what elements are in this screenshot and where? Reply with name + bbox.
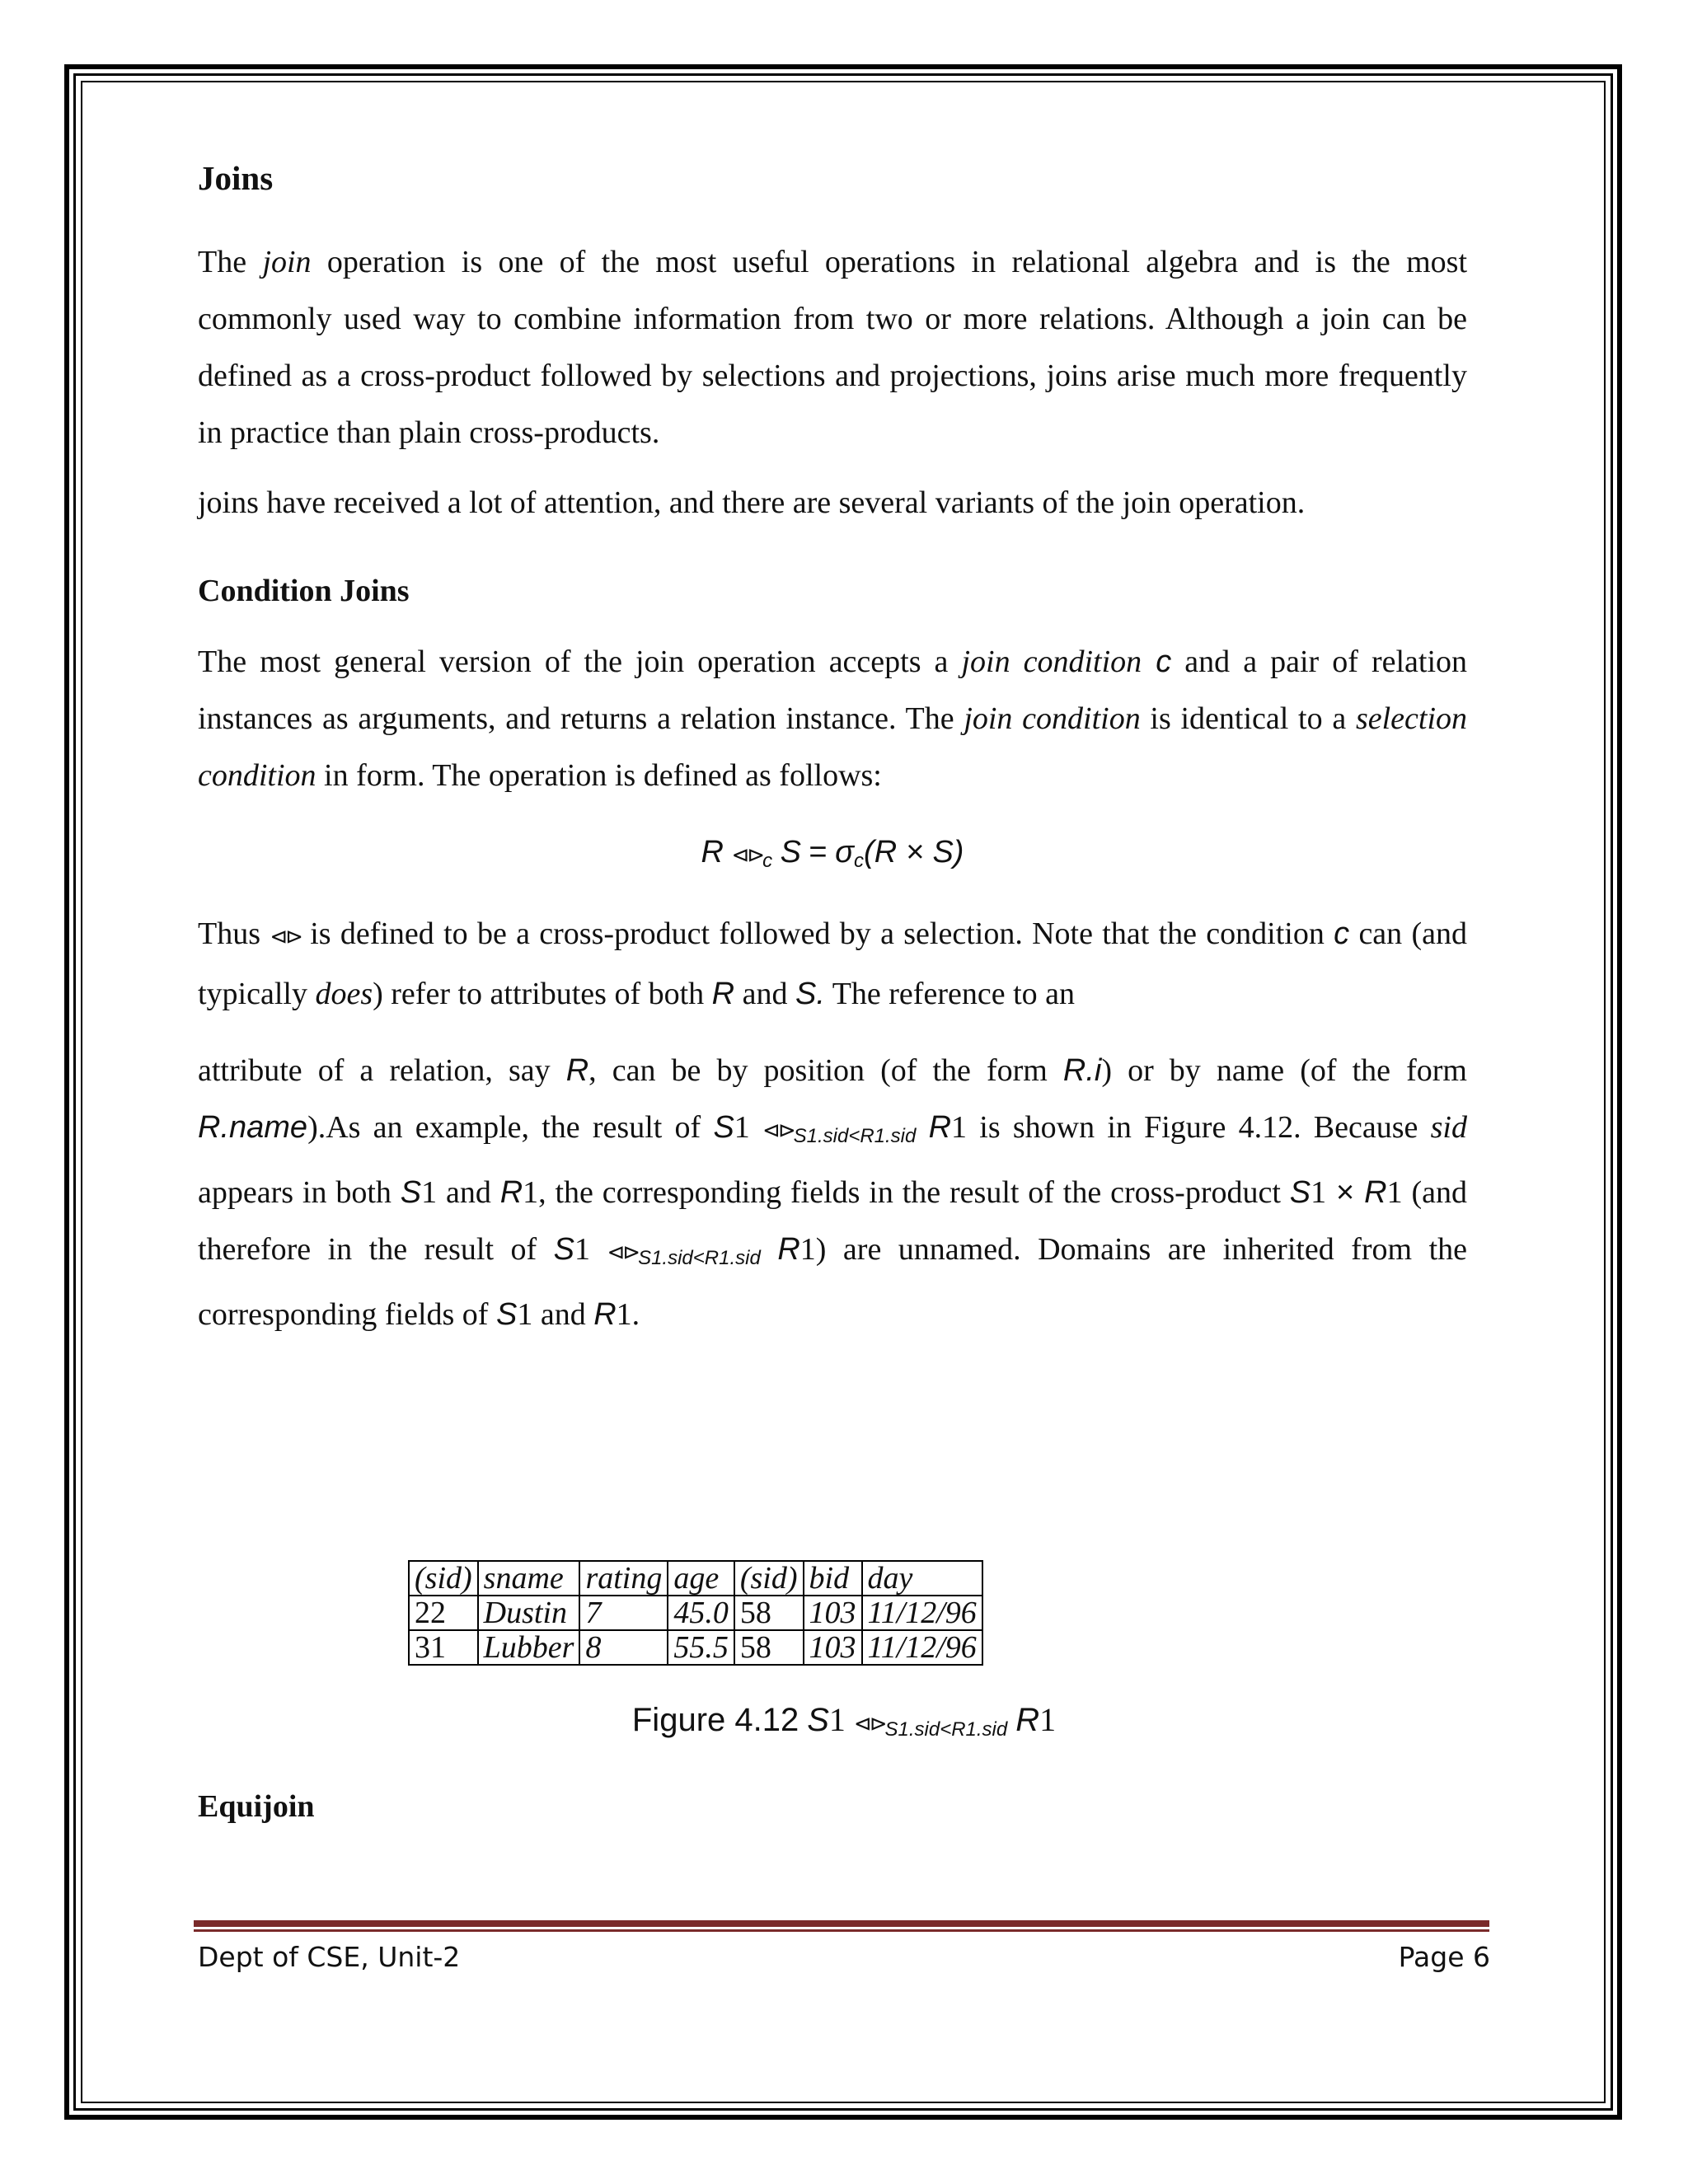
table-cell: 103 xyxy=(804,1630,862,1665)
table-row xyxy=(409,1596,982,1630)
table-cell: 11/12/96 xyxy=(862,1630,982,1665)
footer-rule-thin xyxy=(194,1929,1489,1932)
table-header-cell: sname xyxy=(478,1561,580,1596)
table-cell: 31 xyxy=(409,1630,478,1665)
table-cell: 45.0 xyxy=(668,1596,734,1630)
table-header-row xyxy=(409,1561,982,1596)
figure-4-12-table xyxy=(408,1560,983,1666)
table-cell: 7 xyxy=(579,1596,668,1630)
section-heading-joins: Joins xyxy=(198,159,274,197)
intro-paragraph-2: joins have received a lot of attention, and there are several variants of the join operation. xyxy=(198,485,1306,521)
table-cell: 8 xyxy=(579,1630,668,1665)
table-cell: 58 xyxy=(734,1630,804,1665)
table-header-cell: (sid) xyxy=(734,1561,804,1596)
table-cell: Lubber xyxy=(478,1630,580,1665)
table-cell: 22 xyxy=(409,1596,478,1630)
section-heading-equijoin: Equijoin xyxy=(198,1789,315,1824)
intro-paragraph-1: The join operation is one of the most useful operations in relational algebra and is the most commonly used way to combine information from two or more relations. Although a join can be defined as a cross-product followed by selections and projections, joins arise much more frequently in practice than plain cross-products. xyxy=(198,245,1468,451)
condition-joins-paragraph-2: Thus ⊲⊳ is defined to be a cross-product followed by a selection. Note that the condition c can (and typically does) refer to attributes of both R and S. The reference to an xyxy=(198,916,1467,1011)
main-content xyxy=(198,148,1467,1343)
footer-department: Dept of CSE, Unit-2 xyxy=(198,1941,461,1973)
table-cell: 55.5 xyxy=(668,1630,734,1665)
table-header-cell: bid xyxy=(804,1561,862,1596)
condition-joins-paragraph-1: The most general version of the join operation accepts a join condition c and a pair of relation instances as arguments, and returns a relation instance. The join condition is identical to a selection condition in form. The operation is defined as follows: xyxy=(198,644,1468,793)
table-cell: 103 xyxy=(804,1596,862,1630)
table-cell: Dustin xyxy=(478,1596,580,1630)
table-header-cell: day xyxy=(862,1561,982,1596)
condition-joins-paragraph-3: attribute of a relation, say R, can be by position (of the form R.i) or by name (of the form R.name).As an example, the result of S1 $⊲⊳_{S1.sid<R1.sid}$ R1 is shown in Figure 4.12. Because sid appears in both S1 and R1, the corresponding fields in the result of the cross-product S1 × R1 (and therefore in the result of S1 $⊲⊳_{S1.sid<R1.sid}$ R1) are unnamed. Domains are inherited from the corresponding fields of S1 and R1. xyxy=(198,1052,1468,1332)
table-header-cell: (sid) xyxy=(409,1561,478,1596)
figure-caption: Figure 4.12 S1 $⊲⊳_{S1.sid<R1.sid}$ R1 xyxy=(631,1701,1057,1741)
section-heading-condition-joins: Condition Joins xyxy=(198,574,410,609)
table-cell: 58 xyxy=(734,1596,804,1630)
table-row xyxy=(409,1630,982,1665)
join-formula: R $⊲⊳_c$ $S = \sigma_c(R \times S)$ xyxy=(701,834,964,872)
table-cell: 11/12/96 xyxy=(862,1596,982,1630)
table-header-cell: age xyxy=(668,1561,734,1596)
table-header-cell: rating xyxy=(579,1561,668,1596)
footer-page-number: Page 6 xyxy=(1398,1941,1490,1973)
footer-rule-thick xyxy=(194,1920,1489,1927)
